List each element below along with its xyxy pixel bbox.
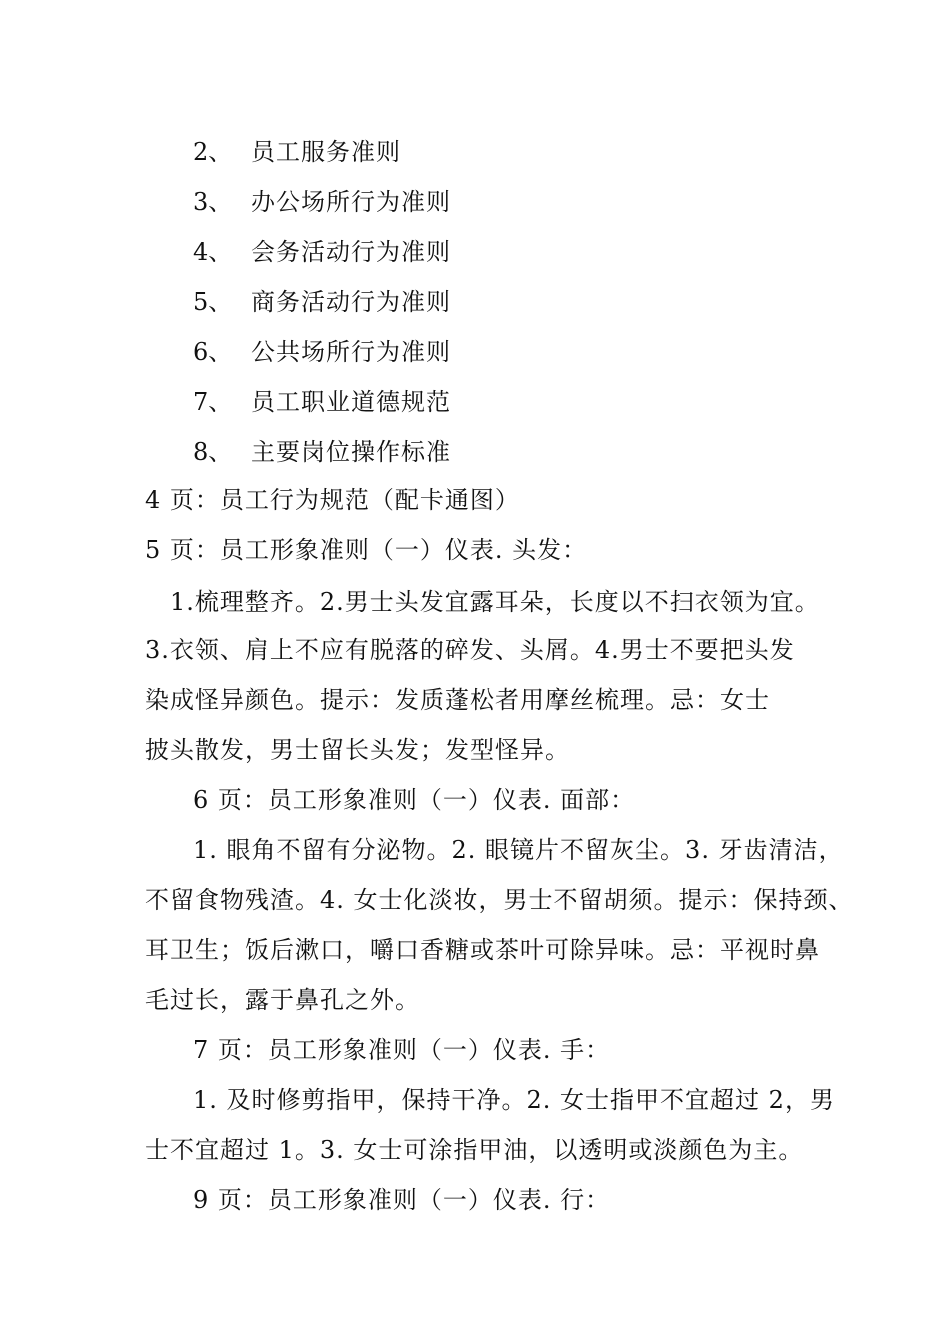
toc-item-text: 商务活动行为准则 [251, 288, 451, 316]
paragraph-line: 3.衣领、肩上不应有脱落的碎发、头屑。4.男士不要把头发 [145, 636, 795, 664]
paragraph-line: 毛过长，露于鼻孔之外。 [145, 986, 420, 1014]
toc-item-text: 主要岗位操作标准 [251, 438, 451, 466]
toc-item-number: 7、 [193, 388, 233, 416]
paragraph-line: 不留食物残渣。4. 女士化淡妆，男士不留胡须。提示：保持颈、 [145, 886, 854, 914]
toc-item [193, 236, 451, 268]
section-heading: 7 页：员工形象准则（一）仪表. 手： [193, 1036, 611, 1064]
toc-item-number: 3、 [193, 188, 233, 216]
paragraph-line: 1. 及时修剪指甲，保持干净。2. 女士指甲不宜超过 2，男 [193, 1086, 835, 1114]
section-heading: 5 页：员工形象准则（一）仪表. 头发： [145, 536, 588, 564]
toc-item [193, 136, 401, 168]
toc-item-number: 5、 [193, 288, 233, 316]
toc-item [193, 436, 451, 468]
toc-item [193, 286, 451, 318]
paragraph-line: 士不宜超过 1。3. 女士可涂指甲油，以透明或淡颜色为主。 [145, 1136, 804, 1164]
toc-item-number: 4、 [193, 238, 233, 266]
toc-item-number: 6、 [193, 338, 233, 366]
toc-item-number: 2、 [193, 138, 233, 166]
paragraph-line: 1. 眼角不留有分泌物。2. 眼镜片不留灰尘。3. 牙齿清洁， [193, 836, 844, 864]
paragraph-line: 1.梳理整齐。2.男士头发宜露耳朵，长度以不扫衣领为宜。 [170, 588, 820, 616]
toc-item-number: 8、 [193, 438, 233, 466]
toc-item [193, 186, 451, 218]
toc-item-text: 员工服务准则 [251, 138, 401, 166]
toc-item [193, 386, 451, 418]
paragraph-line: 染成怪异颜色。提示：发质蓬松者用摩丝梳理。忌：女士 [145, 686, 770, 714]
section-heading: 4 页：员工行为规范（配卡通图） [145, 486, 520, 514]
toc-item-text: 会务活动行为准则 [251, 238, 451, 266]
toc-item-text: 员工职业道德规范 [251, 388, 451, 416]
toc-item-text: 公共场所行为准则 [251, 338, 451, 366]
toc-item-text: 办公场所行为准则 [251, 188, 451, 216]
section-heading: 9 页：员工形象准则（一）仪表. 行： [193, 1186, 611, 1214]
toc-item [193, 336, 451, 368]
section-heading: 6 页：员工形象准则（一）仪表. 面部： [193, 786, 636, 814]
paragraph-line: 披头散发，男士留长头发；发型怪异。 [145, 736, 570, 764]
paragraph-line: 耳卫生；饭后漱口，嚼口香糖或茶叶可除异味。忌：平视时鼻 [145, 936, 820, 964]
